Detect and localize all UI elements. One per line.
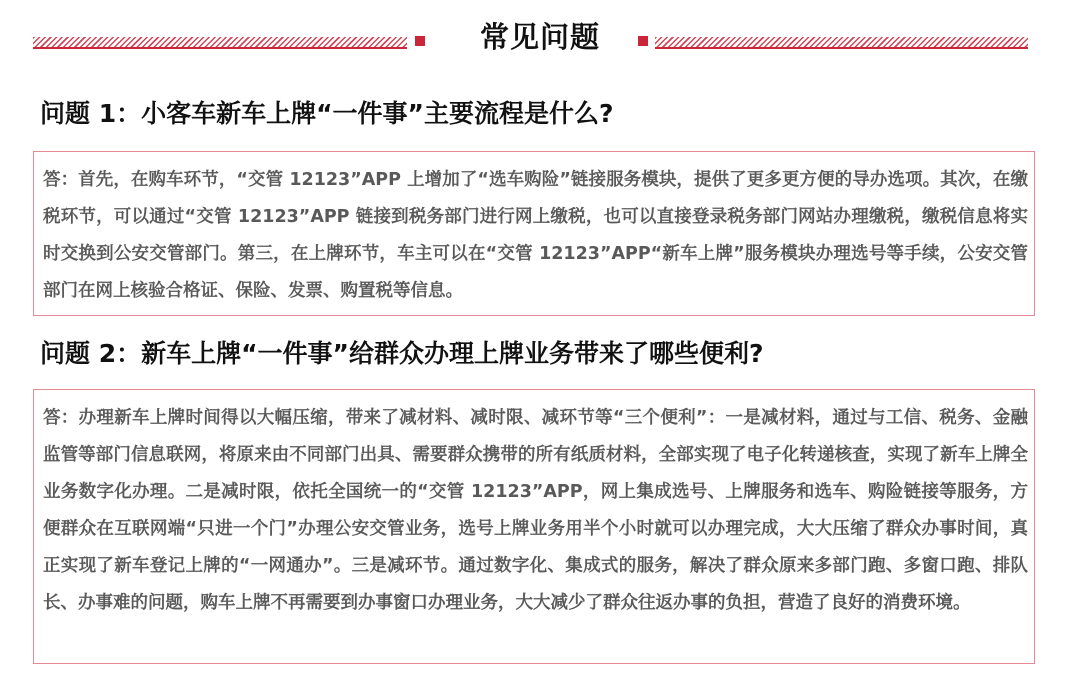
page-header [0,10,1080,66]
question-2-heading: 问题 2：新车上牌“一件事”给群众办理上牌业务带来了哪些便利? [40,339,764,368]
question-1-heading: 问题 1：小客车新车上牌“一件事”主要流程是什么? [40,99,614,128]
left-line-decoration [33,47,407,49]
left-stripe-decoration [33,37,407,47]
answer-1-box: 答：首先，在购车环节，“交管 12123”APP 上增加了“选车购险”链接服务模块，提供了更多更方便的导办选项。其次，在缴税环节，可以通过“交管 12123”APP 链接到税务部门进行网上缴税，也可以直接登录税务部门网站办理缴税，缴税信息将实时交换到公安交管部门。第三，在上牌环节，车主可以在“交管 12123”APP“新车上牌”服务模块办理选号等手续，公安交管部门在网上核验合格证、保险、发票、购置税等信息。 [33,151,1035,316]
right-line-decoration [655,47,1028,49]
left-square-icon [415,36,425,46]
answer-2-box: 答：办理新车上牌时间得以大幅压缩，带来了减材料、减时限、减环节等“三个便利”：一是减材料，通过与工信、税务、金融监管等部门信息联网，将原来由不同部门出具、需要群众携带的所有纸质材料，全部实现了电子化转递核查，实现了新车上牌全业务数字化办理。二是减时限，依托全国统一的“交管 12123”APP，网上集成选号、上牌服务和选车、购险链接等服务，方便群众在互联网端“只进一个门”办理公安交管业务，选号上牌业务用半个小时就可以办理完成，大大压缩了群众办事时间，真正实现了新车登记上牌的“一网通办”。三是减环节。通过数字化、集成式的服务，解决了群众原来多部门跑、多窗口跑、排队长、办事难的问题，购车上牌不再需要到办事窗口办理业务，大大减少了群众往返办事的负担，营造了良好的消费环境。 [33,389,1035,664]
right-square-icon [638,36,648,46]
right-stripe-decoration [655,37,1028,47]
page-title: 常见问题 [479,20,600,54]
